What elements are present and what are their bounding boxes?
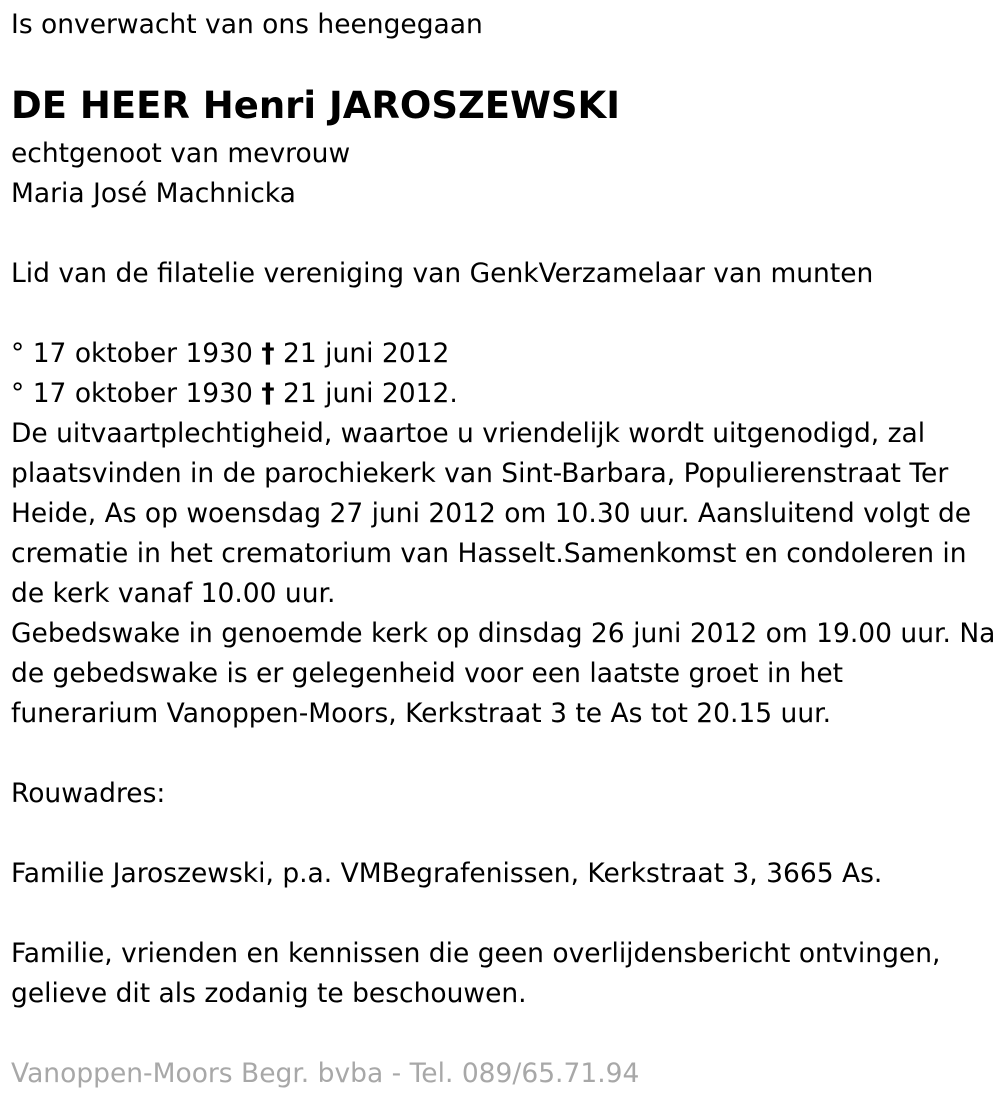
ceremony-line: plaatsvinden in de parochiekerk van Sint-Barbara, Populierenstraat Ter	[11, 458, 949, 489]
birth-symbol: °	[11, 378, 25, 409]
spouse-name: Maria José Machnicka	[11, 178, 296, 209]
mourning-address: Familie Jaroszewski, p.a. VMBegrafenissen, Kerkstraat 3, 3665 As.	[11, 858, 883, 889]
family-note-block	[11, 934, 940, 1014]
ceremony-line: de kerk vanaf 10.00 uur.	[11, 578, 336, 609]
date-line	[11, 374, 995, 414]
birth-symbol: °	[11, 338, 25, 369]
ceremony-line: crematie in het crematorium van Hasselt.Samenkomst en condoleren in	[11, 538, 967, 569]
date-line	[11, 334, 995, 374]
birth-date: 17 oktober 1930	[32, 378, 253, 409]
family-note-line: gelieve dit als zodanig te beschouwen.	[11, 978, 527, 1009]
spouse-line: echtgenoot van mevrouw	[11, 138, 351, 169]
mourning-address-label-block	[11, 774, 165, 814]
mourning-address-block	[11, 854, 882, 894]
membership-block	[11, 254, 873, 294]
funeral-home-footer: Vanoppen-Moors Begr. bvba - Tel. 089/65.71.94	[11, 1058, 640, 1089]
membership-text: Lid van de filatelie vereniging van GenkVerzamelaar van munten	[11, 258, 874, 289]
mourning-address-label: Rouwadres:	[11, 778, 166, 809]
spouse-block	[11, 134, 350, 214]
vigil-line: de gebedswake is er gelegenheid voor een laatste groet in het	[11, 658, 844, 689]
cross-icon: †	[261, 378, 275, 409]
birth-date: 17 oktober 1930	[32, 338, 253, 369]
family-note-line: Familie, vrienden en kennissen die geen overlijdensbericht ontvingen,	[11, 938, 941, 969]
vigil-line: Gebedswake in genoemde kerk op dinsdag 26 juni 2012 om 19.00 uur. Na	[11, 618, 996, 649]
intro-text: Is onverwacht van ons heengegaan	[11, 9, 483, 40]
deceased-name: DE HEER Henri JAROSZEWSKI	[11, 84, 620, 127]
cross-icon: †	[261, 338, 275, 369]
ceremony-line: De uitvaartplechtigheid, waartoe u vriendelijk wordt uitgenodigd, zal	[11, 418, 926, 449]
vigil-line: funerarium Vanoppen-Moors, Kerkstraat 3 te As tot 20.15 uur.	[11, 698, 832, 729]
ceremony-line: Heide, As op woensdag 27 juni 2012 om 10.30 uur. Aansluitend volgt de	[11, 498, 972, 529]
death-date: 21 juni 2012	[283, 338, 450, 369]
dates-block	[11, 334, 995, 734]
death-date: 21 juni 2012.	[283, 378, 458, 409]
